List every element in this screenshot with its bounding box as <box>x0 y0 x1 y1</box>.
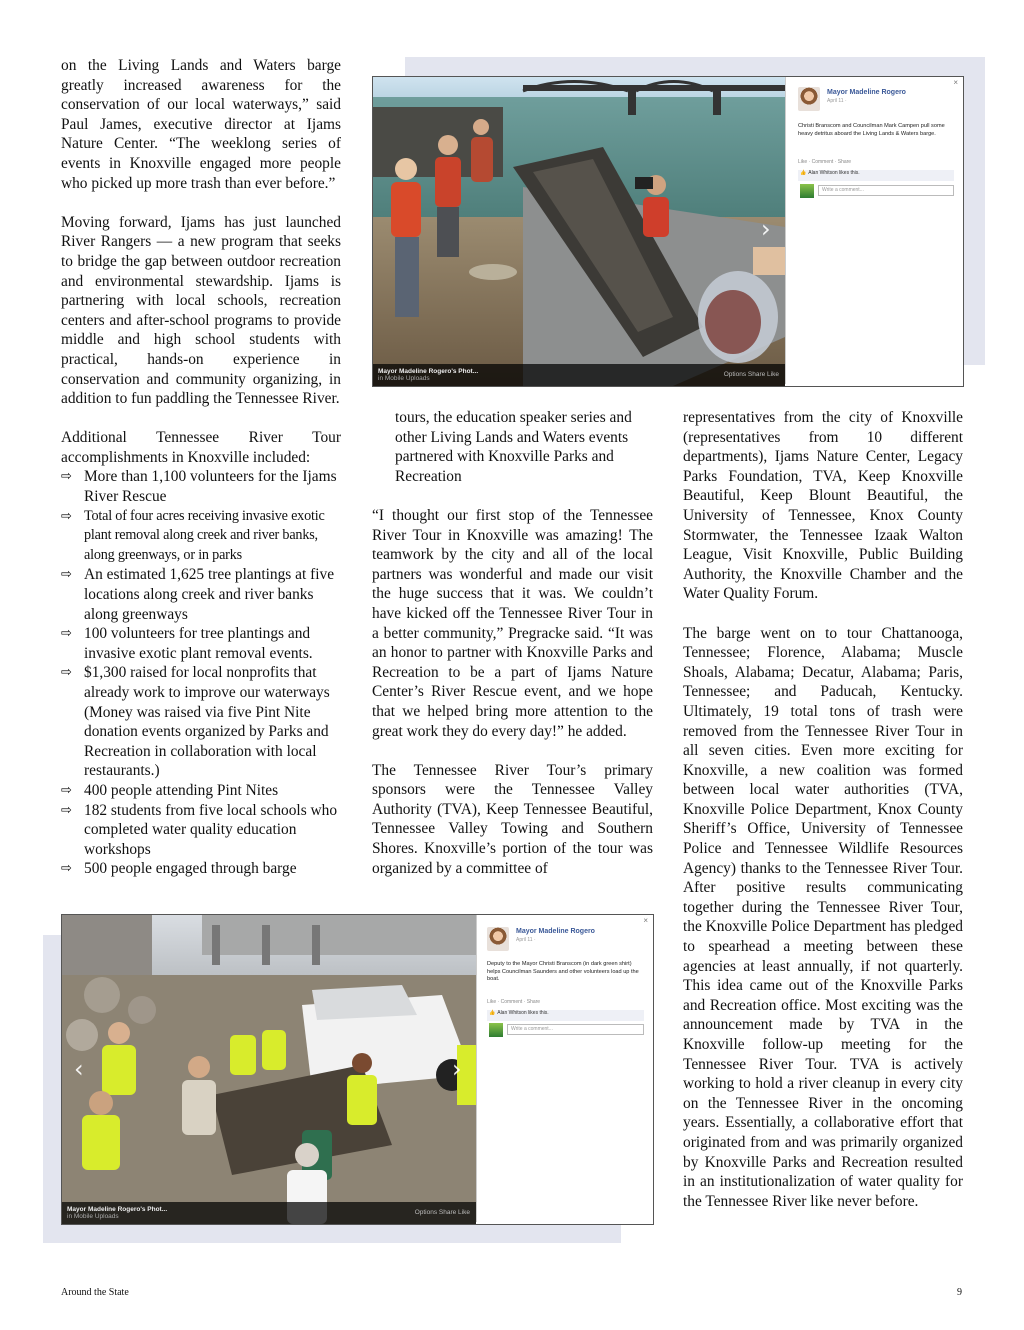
commenter-avatar <box>489 1023 503 1037</box>
caption-actions[interactable]: Options Share Like <box>723 371 779 378</box>
page-number: 9 <box>957 1287 962 1298</box>
photo-caption-bar <box>373 364 785 386</box>
right-paragraph-2: The barge went on to tour Chattanooga, Tennessee; Florence, Alabama; Muscle Shoals, Alabama; Decatur, Alabama; Paris, Tennessee; and Paducah, Kentucky. Ultimately, 19 total tons of trash were removed from the Tennessee River Tour in all seven cities. Even more exciting for Knoxville, a new coalition was formed between local water authorities (TVA, Knoxville Police Department, Knox County Sheriff’s Office, University of Tennessee Police and Tennessee Wildlife Resources Agency) thanks to the Tennessee River Tour. After positive results communicating together during the Tennessee River Tour, the Knoxville Police Department has pledged to spearhead a meeting between these agencies at least annually, if not quarterly. This idea came out of the Knoxville Parks and Recreation office. Most exciting was the announcement made by TVA in the Knoxville follow-up meeting for the Tennessee River Tour. TVA is actively working to hold a river cleanup in every city on the Tennessee River in the oncoming years. Essentially, a collaborative effort that originated from and was primarily organized by Knoxville Parks and Recreation resulted in an institutionalization of water quality for the Tennessee River like never before. <box>683 624 963 1210</box>
post-date: April 11 · <box>516 937 536 943</box>
chevron-right-icon[interactable]: › <box>452 1055 462 1083</box>
arrow-bullet-icon: ⇨ <box>61 782 72 798</box>
post-text: Christi Branscom and Councilman Mark Campen pull some heavy detritus aboard the Living Lands & Waters barge. <box>798 123 945 137</box>
list-item: ⇨ 100 volunteers for tree plantings and invasive exotic plant removal events. <box>61 625 313 662</box>
caption-sub: in Mobile Uploads <box>378 375 430 382</box>
right-column <box>683 408 963 1231</box>
bullet-continuation: tours, the education speaker series and other Living Lands and Waters events partnered with Knoxville Parks and Recreation <box>395 409 632 485</box>
arrow-bullet-icon: ⇨ <box>61 802 72 818</box>
photo-boat-loading <box>61 914 654 1225</box>
list-item: ⇨ $1,300 raised for local nonprofits that already work to improve our waterways (Money was raised via five Pint Nite donation events organized by Parks and Recreation in collaboration with local restaurants.) <box>61 664 330 780</box>
list-item: ⇨ 500 people engaged through barge <box>61 860 297 878</box>
arrow-bullet-icon: ⇨ <box>61 861 72 877</box>
middle-column <box>372 408 653 898</box>
close-icon[interactable]: × <box>643 916 648 925</box>
arrow-bullet-icon: ⇨ <box>61 665 72 681</box>
list-item: ⇨ Total of four acres receiving invasive exotic plant removal along creek and river banks, along greenways, or in parks <box>61 507 325 563</box>
photo-barge-cleanup <box>372 76 964 387</box>
post-author[interactable]: Mayor Madeline Rogero <box>516 928 595 935</box>
post-actions[interactable]: Like · Comment · Share <box>798 159 852 165</box>
barge-photo-image <box>373 77 785 386</box>
left-paragraph-1: on the Living Lands and Waters barge greatly increased awareness for the conservation of our local waterways,” said Paul James, executive director at Ijams Nature Center. “The weeklong series of events in Knoxville engaged more people who picked up more trash than ever before.” <box>61 57 341 192</box>
footer-section-name: Around the State <box>61 1287 129 1298</box>
accomplishments-intro: Additional Tennessee River Tour accomplishments in Knoxville included: <box>61 429 341 466</box>
avatar <box>487 927 509 951</box>
like-thumb-icon: 👍 <box>489 1010 496 1016</box>
commenter-avatar <box>800 184 814 198</box>
chevron-left-icon[interactable]: ‹ <box>74 1055 84 1083</box>
comment-input[interactable]: Write a comment... <box>507 1024 644 1035</box>
post-author[interactable]: Mayor Madeline Rogero <box>827 89 906 96</box>
list-item: ⇨ 400 people attending Pint Nites <box>61 781 279 799</box>
post-text: Deputy to the Mayor Christi Branscom (in dark green shirt) helps Councilman Saunders and other volunteers load up the boat. <box>487 961 639 982</box>
facebook-post-panel <box>785 77 962 384</box>
like-thumb-icon: 👍 <box>800 170 807 176</box>
caption-album[interactable]: Mayor Madeline Rogero's Phot... <box>378 368 479 375</box>
arrow-bullet-icon: ⇨ <box>61 626 72 642</box>
photo-caption-bar <box>62 1202 476 1224</box>
left-paragraph-2: Moving forward, Ijams has just launched River Rangers — a new program that seeks to bridge the gap between outdoor recreation and environmental stewardship. Ijams is partnering with local schools, recreation centers and after-school programs to provide middle and high school students with practical, hands-on experience in conservation and community organizing, in addition to fun paddling the Tennessee River. <box>61 213 341 408</box>
close-icon[interactable]: × <box>953 78 958 87</box>
boat-loading-photo-image <box>62 915 476 1224</box>
left-column <box>61 56 341 879</box>
likes-bar: 👍 Alan Whitson likes this. <box>487 1010 644 1021</box>
facebook-post-panel <box>476 915 652 1222</box>
avatar <box>798 87 820 111</box>
caption-album[interactable]: Mayor Madeline Rogero's Phot... <box>67 1206 168 1213</box>
middle-paragraph-2: The Tennessee River Tour’s primary sponsors were the Tennessee Valley Authority (TVA), Keep Tennessee Beautiful, Tennessee Valley Towing and Southern Shores. Knoxville’s portion of the tour was organized by a committee of <box>372 761 653 877</box>
post-date: April 11 · <box>827 98 847 104</box>
likes-bar: 👍 Alan Whitson likes this. <box>798 170 954 181</box>
caption-actions[interactable]: Options Share Like <box>414 1209 470 1216</box>
chevron-right-icon[interactable]: › <box>761 215 771 243</box>
right-paragraph-1: representatives from the city of Knoxville (representatives from 10 different departments), Ijams Nature Center, Legacy Parks Foundation, TVA, Keep Knoxville Beautiful, Keep Blount Beautiful, the University of Tennessee, Knox County Stormwater, the Tennessee Izaak Walton League, Visit Knoxville, Public Building Authority, the Knoxville Chamber and the Water Quality Forum. <box>683 409 963 603</box>
arrow-bullet-icon: ⇨ <box>61 508 72 524</box>
list-item: ⇨ 182 students from five local schools who completed water quality education workshops <box>61 801 338 858</box>
arrow-bullet-icon: ⇨ <box>61 567 72 583</box>
post-actions[interactable]: Like · Comment · Share <box>487 999 541 1005</box>
comment-input[interactable]: Write a comment... <box>818 185 954 196</box>
caption-sub: in Mobile Uploads <box>67 1213 119 1220</box>
middle-paragraph-1: “I thought our first stop of the Tennessee River Tour in Knoxville was amazing! The teamwork by the city and all of the local partners was wonderful and made our visit the huge success that it was. We couldn’t have kicked off the Tennessee River Tour in a better community,” Pregracke said. “It was an honor to partner with Knoxville Parks and Recreation to be a part of Ijams Nature Center’s River Rescue event, and we hope that we helped bring more attention to the great work they do every day!” he added. <box>372 506 653 740</box>
accomplishments-list <box>61 467 341 878</box>
list-item: ⇨ An estimated 1,625 tree plantings at five locations along creek and river banks along greenways <box>61 566 335 623</box>
arrow-bullet-icon: ⇨ <box>61 469 72 485</box>
list-item: ⇨ More than 1,100 volunteers for the Ijams River Rescue <box>61 468 337 506</box>
